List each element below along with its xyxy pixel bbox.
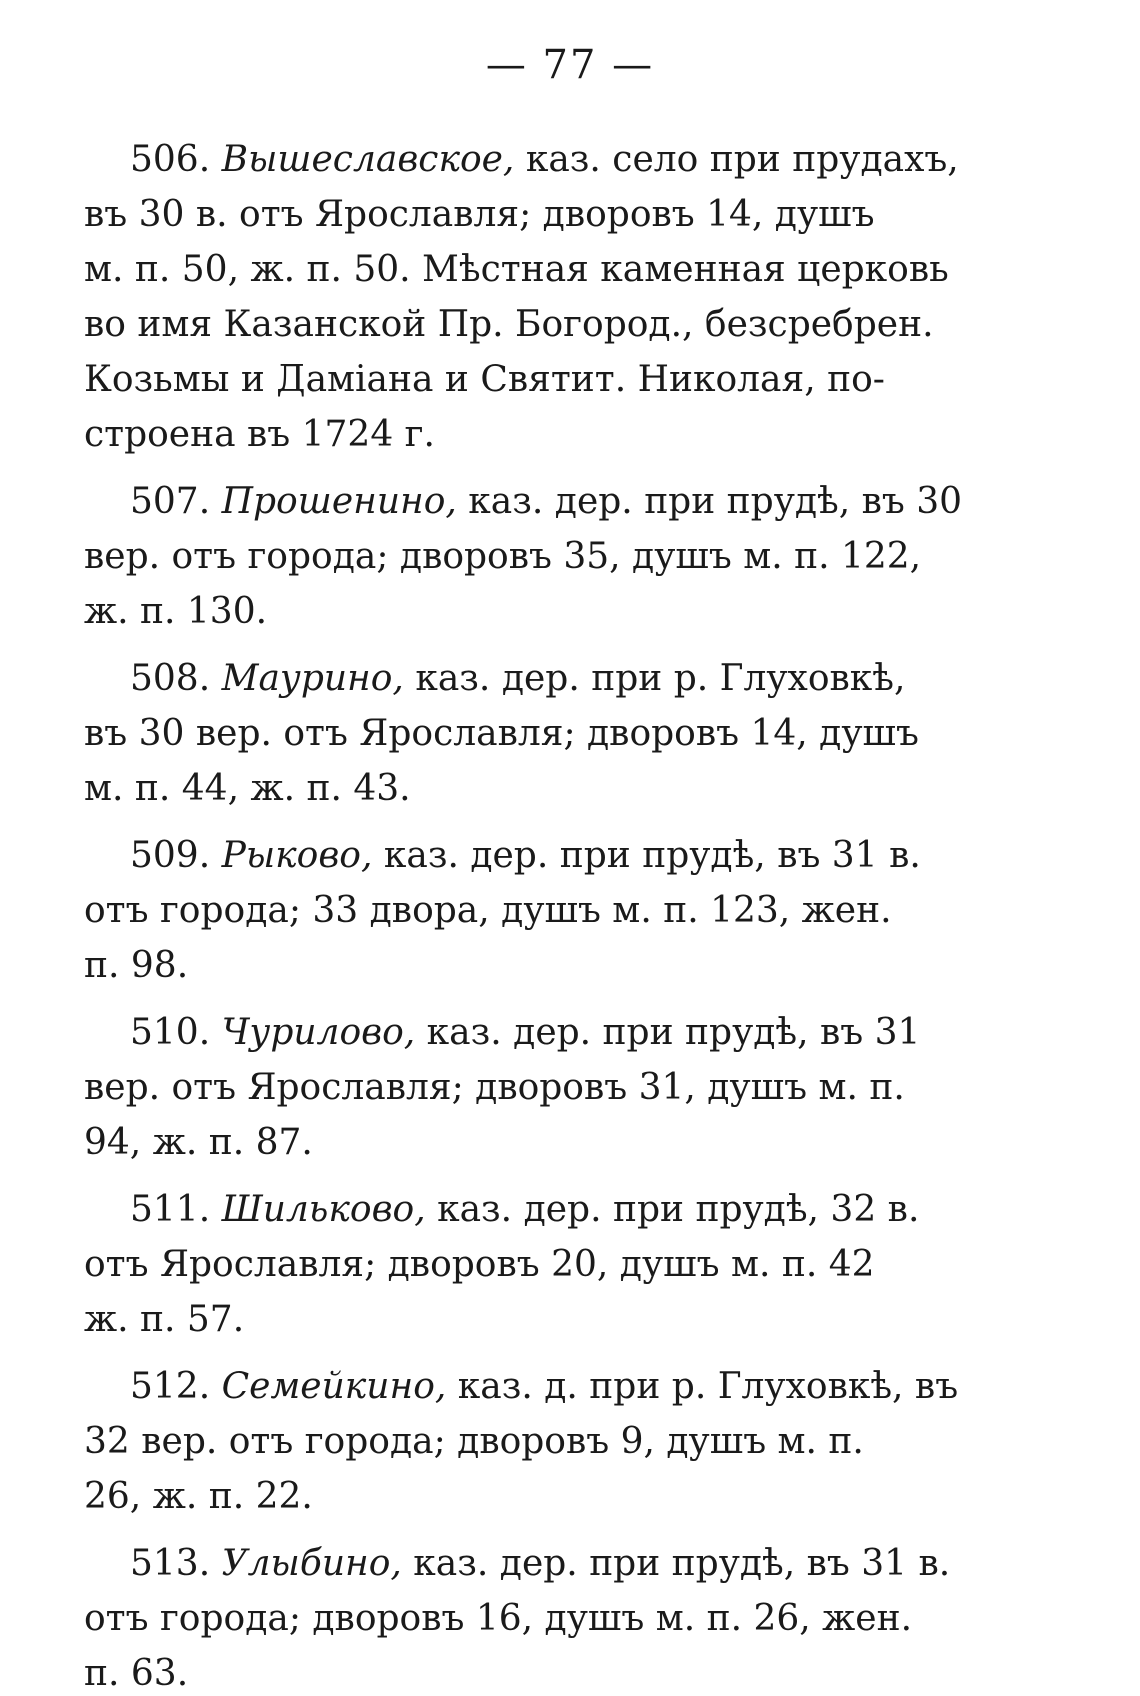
entry-first-line [84,828,1056,883]
entry-text: 94, ж. п. 87. [84,1122,313,1163]
entry-place-name: Вышеславское, [221,139,515,180]
entry-text: каз. дер. при прудѣ, 32 в. [425,1189,920,1230]
entry-first-line [84,1182,1056,1237]
entry-number: 511. [130,1189,211,1230]
entry-text: м. п. 50, ж. п. 50. Мѣстная каменная церковь [84,249,949,290]
entry-number: 513. [130,1543,211,1584]
entry-text: вер. отъ города; дворовъ 35, душъ м. п. 122, [84,536,922,577]
entry-text: отъ города; 33 двора, душъ м. п. 123, жен. [84,890,892,931]
entry-number: 506. [130,139,211,180]
entry-text: каз. село при прудахъ, [514,139,959,180]
entry-511 [84,1182,1056,1347]
entry-text: строена въ 1724 г. [84,414,435,455]
entry-text: во имя Казанской Пр. Богород., безсребрен. [84,304,934,345]
entry-text: въ 30 вер. отъ Ярославля; дворовъ 14, душъ [84,713,919,754]
entry-number: 507. [130,481,211,522]
entry-number: 512. [130,1366,211,1407]
entry-first-line [84,1005,1056,1060]
entry-first-line [84,474,1056,529]
entry-510 [84,1005,1056,1170]
entry-first-line [84,1536,1056,1591]
entry-text: п. 98. [84,945,189,986]
entry-place-name: Рыково, [221,835,373,876]
entry-509 [84,828,1056,993]
entry-507 [84,474,1056,639]
entry-place-name: Семейкино, [221,1366,447,1407]
entry-place-name: Маурино, [221,658,404,699]
entry-text: 32 вер. отъ города; дворовъ 9, душъ м. п. [84,1421,864,1462]
entry-text: отъ Ярославля; дворовъ 20, душъ м. п. 42 [84,1244,875,1285]
entry-text: п. 63. [84,1653,189,1694]
entry-text: ж. п. 57. [84,1299,245,1340]
entry-text: Козьмы и Даміана и Святит. Николая, по- [84,359,885,400]
entry-text: каз. дер. при прудѣ, въ 31 в. [401,1543,951,1584]
entry-first-line [84,1359,1056,1414]
entry-text: ж. п. 130. [84,591,268,632]
page-number: — 77 — [485,42,655,88]
entry-text: каз. дер. при прудѣ, въ 30 [456,481,963,522]
entry-text: 26, ж. п. 22. [84,1476,313,1517]
entry-text: каз. дер. при р. Глуховкѣ, [403,658,906,699]
entry-number: 508. [130,658,211,699]
entry-513 [84,1536,1056,1696]
entry-number: 510. [130,1012,211,1053]
entry-506 [84,132,1056,462]
entry-place-name: Чурилово, [221,1012,416,1053]
entry-text: каз. д. при р. Глуховкѣ, въ [446,1366,959,1407]
entry-508 [84,651,1056,816]
entries-list [84,132,1056,1696]
entry-place-name: Шильково, [221,1189,426,1230]
entry-text: каз. дер. при прудѣ, въ 31 в. [372,835,921,876]
entry-text: м. п. 44, ж. п. 43. [84,768,411,809]
entry-first-line [84,651,1056,706]
entry-text: каз. дер. при прудѣ, въ 31 [415,1012,921,1053]
entry-text: отъ города; дворовъ 16, душъ м. п. 26, жен. [84,1598,913,1639]
entry-512 [84,1359,1056,1524]
entry-text: въ 30 в. отъ Ярославля; дворовъ 14, душъ [84,194,875,235]
entry-text: вер. отъ Ярославля; дворовъ 31, душъ м. п. [84,1067,905,1108]
entry-place-name: Улыбино, [221,1543,402,1584]
entry-number: 509. [130,835,211,876]
entry-first-line [84,132,1056,187]
entry-place-name: Прошенино, [221,481,457,522]
